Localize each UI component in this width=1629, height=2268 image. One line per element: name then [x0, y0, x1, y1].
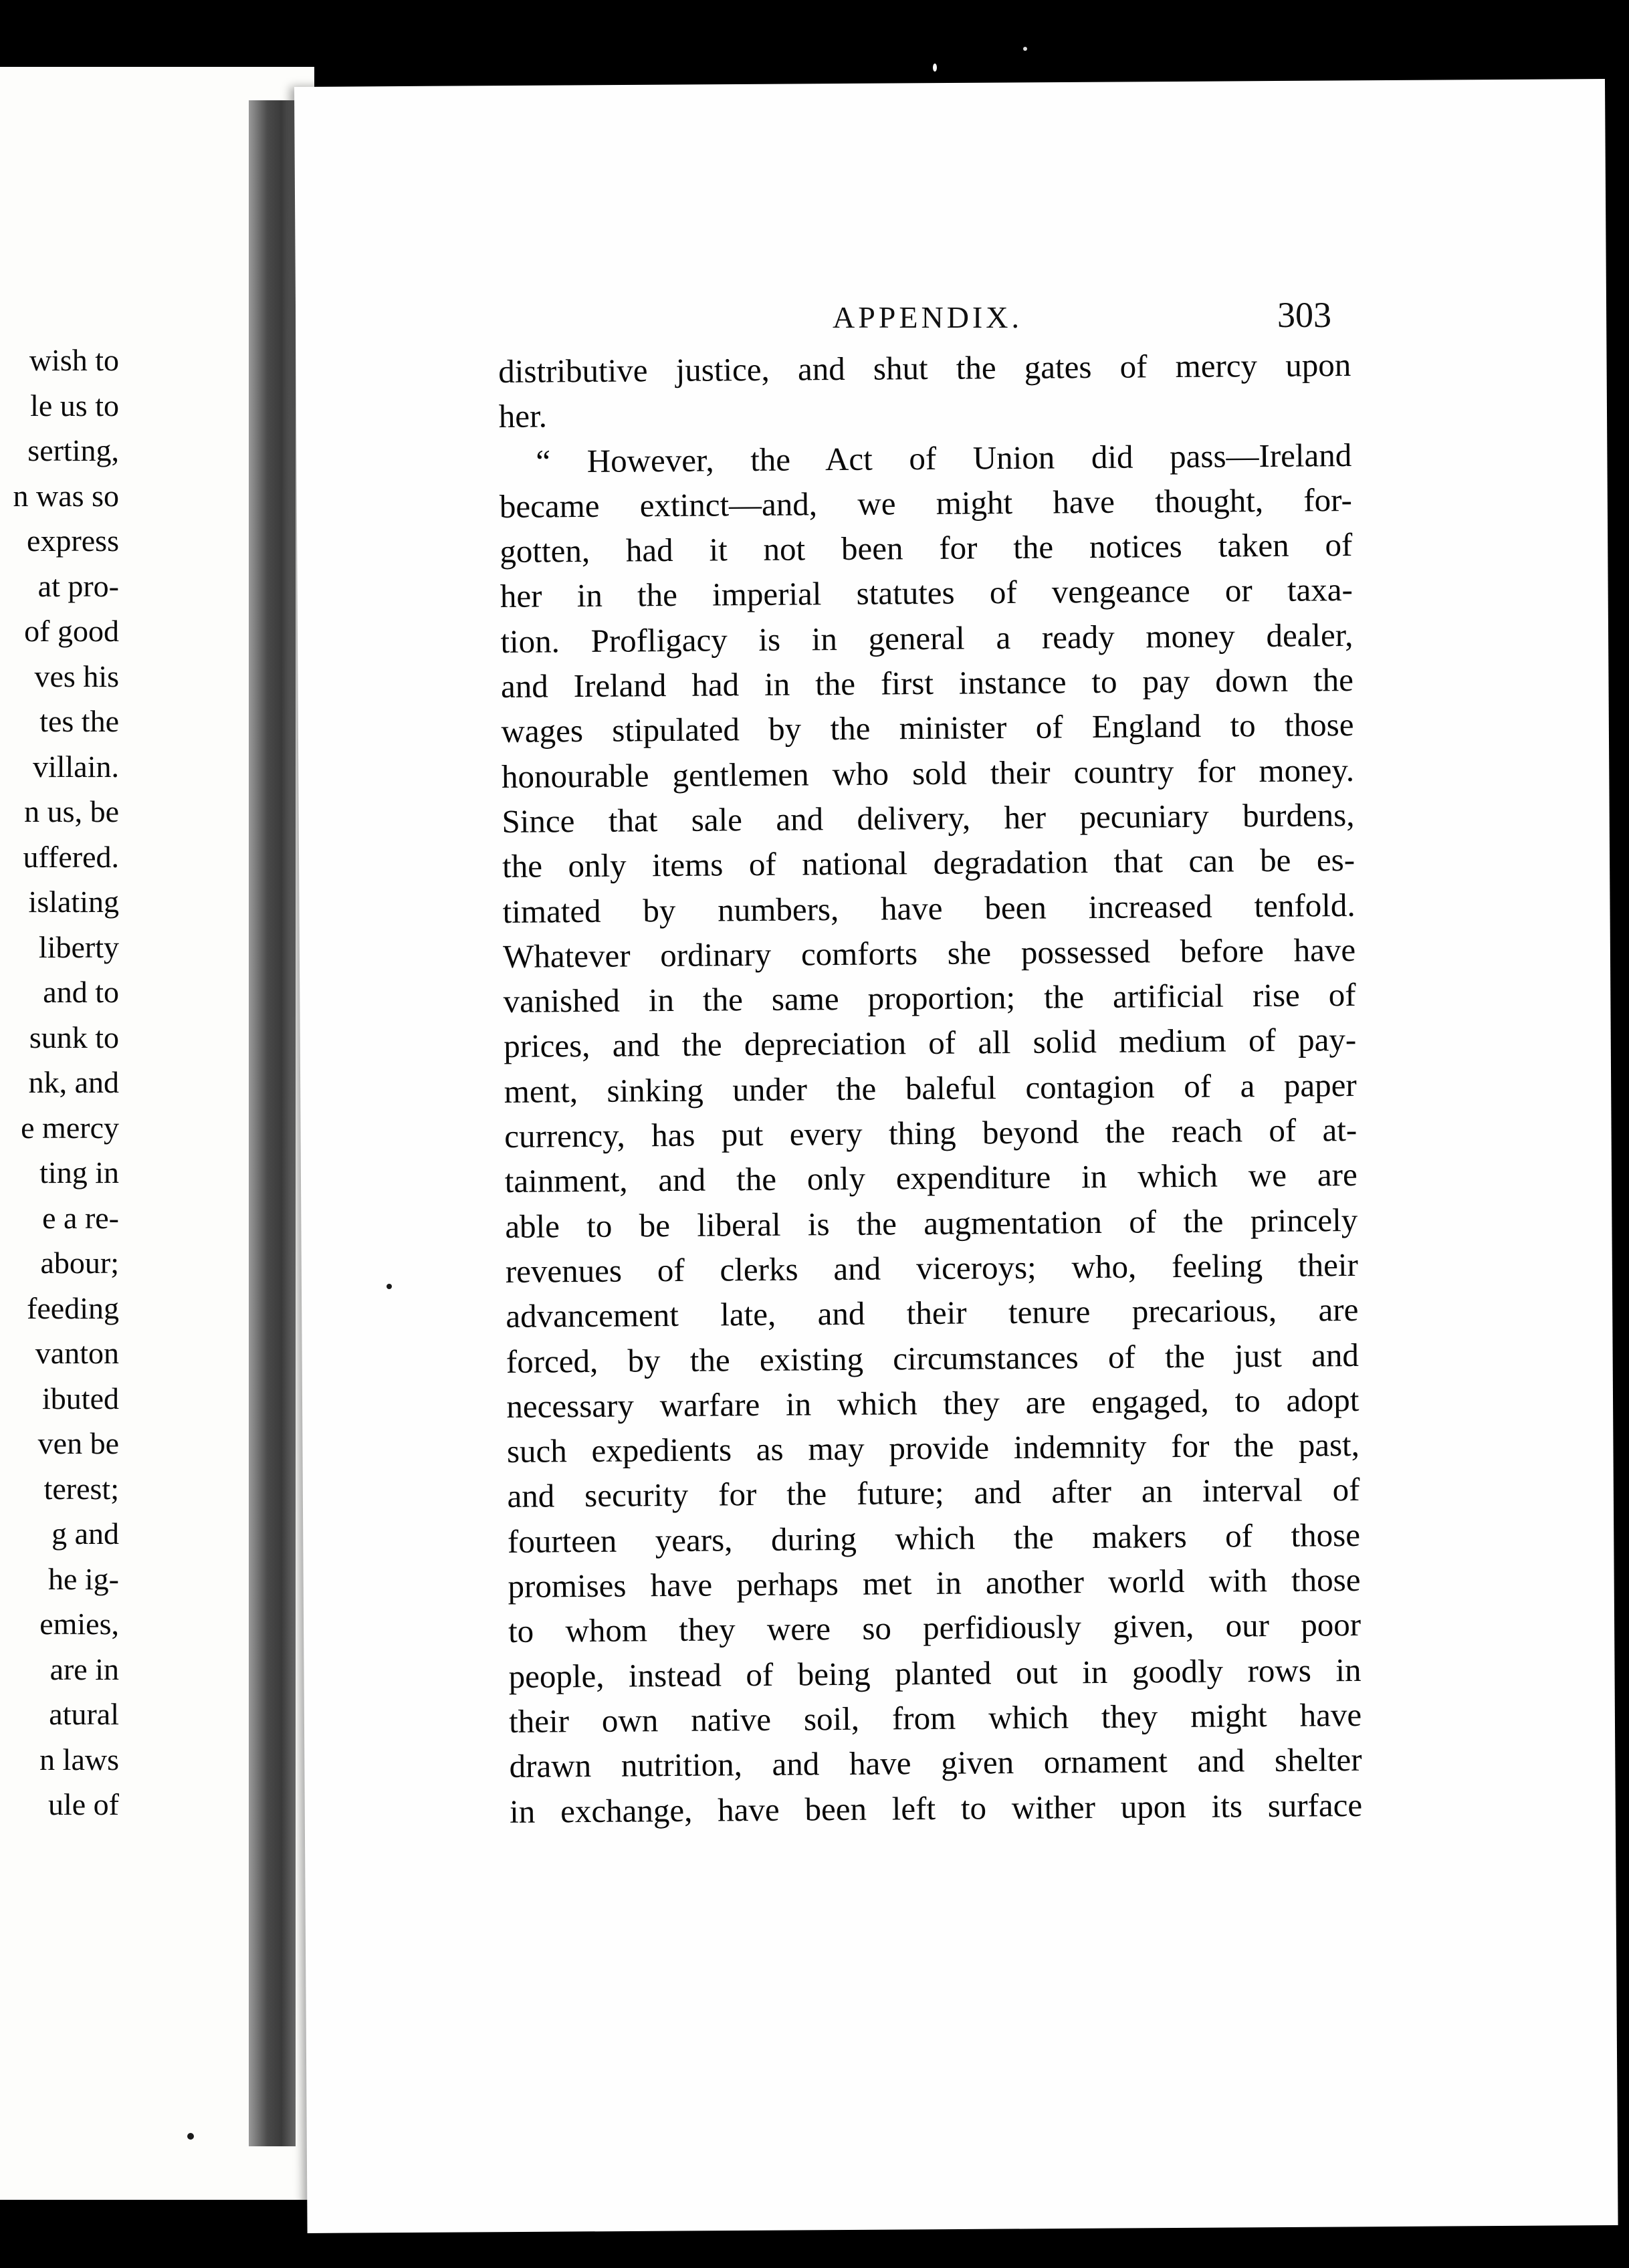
left-line: n laws: [39, 1742, 119, 1777]
left-line: villain.: [32, 749, 119, 784]
text-line: timated by numbers, have been increased tenfold.: [502, 886, 1355, 930]
text-line: gotten, had it not been for the notices taken of: [500, 526, 1353, 570]
left-line: ting in: [39, 1155, 119, 1189]
text-line: and security for the future; and after an interval of: [507, 1471, 1360, 1515]
left-line: g and: [51, 1516, 119, 1551]
text-line: wages stipulated by the minister of England to those: [501, 706, 1354, 750]
left-line: atural: [49, 1697, 119, 1731]
scan-speck: [187, 2133, 194, 2140]
text-line: “ However, the Act of Union did pass—Ireland: [536, 436, 1352, 480]
text-line: prices, and the depreciation of all solid medium of pay-: [503, 1021, 1357, 1065]
left-line: uffered.: [23, 839, 119, 874]
text-line: necessary warfare in which they are engaged, to adopt: [506, 1381, 1360, 1425]
text-line: forced, by the existing circumstances of the just and: [506, 1336, 1360, 1380]
left-line: emies,: [39, 1607, 119, 1641]
left-line: vanton: [35, 1336, 119, 1370]
text-line: such expedients as may provide indemnity for the past,: [506, 1426, 1360, 1470]
text-line: the only items of national degradation that can be es-: [502, 841, 1355, 885]
text-line: fourteen years, during which the makers of those: [507, 1516, 1361, 1560]
left-line: feeding: [27, 1290, 119, 1325]
text-line: vanished in the same proportion; the artificial rise of: [503, 976, 1356, 1020]
left-line: ven be: [37, 1426, 119, 1460]
text-line: Since that sale and delivery, her pecuniary burdens,: [502, 796, 1355, 840]
left-line: at pro-: [37, 568, 119, 603]
left-line: sunk to: [29, 1020, 119, 1054]
text-line: her in the imperial statutes of vengeance or taxa-: [500, 571, 1353, 615]
text-line: became extinct—and, we might have thought, for-: [499, 481, 1353, 525]
running-title: APPENDIX.: [833, 300, 1022, 334]
left-line: of good: [24, 614, 119, 648]
text-line: in exchange, have been left to wither upon its surface: [509, 1786, 1363, 1830]
left-line: abour;: [40, 1246, 119, 1280]
left-line: n was so: [13, 478, 119, 513]
left-line: he ig-: [47, 1561, 119, 1596]
left-line: e mercy: [21, 1110, 119, 1145]
left-line: n us, be: [24, 794, 119, 828]
text-line: tainment, and the only expenditure in which we are: [504, 1156, 1358, 1200]
text-line: honourable gentlemen who sold their country for money.: [501, 751, 1355, 795]
text-line: their own native soil, from which they might have: [508, 1696, 1362, 1740]
left-page-text: [0, 338, 119, 1827]
left-line: wish to: [29, 343, 119, 377]
scan-speck: [933, 64, 937, 72]
binding-gutter: [249, 100, 296, 2146]
text-line: advancement late, and their tenure precarious, are: [506, 1291, 1359, 1335]
left-line: le us to: [30, 388, 119, 423]
text-line: and Ireland had in the first instance to pay down the: [500, 661, 1354, 705]
text-line: Whatever ordinary comforts she possessed before have: [502, 931, 1356, 975]
text-line: to whom they were so perfidiously given, our poor: [508, 1606, 1362, 1650]
text-line: tion. Profligacy is in general a ready money dealer,: [500, 616, 1353, 660]
left-line: islating: [28, 885, 119, 919]
text-line: distributive justice, and shut the gates of mercy upon: [498, 346, 1351, 390]
scan-speck: [1023, 47, 1027, 51]
body-text: [498, 342, 1362, 1834]
text-line: promises have perhaps met in another world with those: [508, 1561, 1361, 1605]
left-line: express: [27, 524, 119, 558]
left-line: tes the: [39, 704, 119, 738]
left-line: ves his: [34, 659, 119, 693]
text-line: ment, sinking under the baleful contagion of a paper: [504, 1066, 1357, 1110]
text-line: her.: [498, 397, 548, 435]
left-line: e a re-: [42, 1200, 119, 1235]
text-line: revenues of clerks and viceroys; who, feeling their: [505, 1246, 1359, 1290]
text-line: drawn nutrition, and have given ornament and shelter: [509, 1741, 1362, 1785]
left-line: ibuted: [42, 1381, 119, 1415]
left-line: serting,: [27, 433, 119, 467]
page-number: 303: [1277, 295, 1331, 335]
left-line: nk, and: [28, 1065, 119, 1099]
left-line: liberty: [38, 929, 119, 964]
left-line: are in: [49, 1652, 119, 1686]
left-line: terest;: [43, 1471, 119, 1506]
text-line: able to be liberal is the augmentation of the princely: [505, 1201, 1358, 1245]
text-line: people, instead of being planted out in goodly rows in: [508, 1651, 1362, 1695]
text-line: currency, has put every thing beyond the reach of at-: [504, 1111, 1358, 1155]
scan-speck: [387, 1284, 392, 1289]
left-line: ule of: [47, 1787, 119, 1821]
left-line: and to: [43, 975, 119, 1009]
